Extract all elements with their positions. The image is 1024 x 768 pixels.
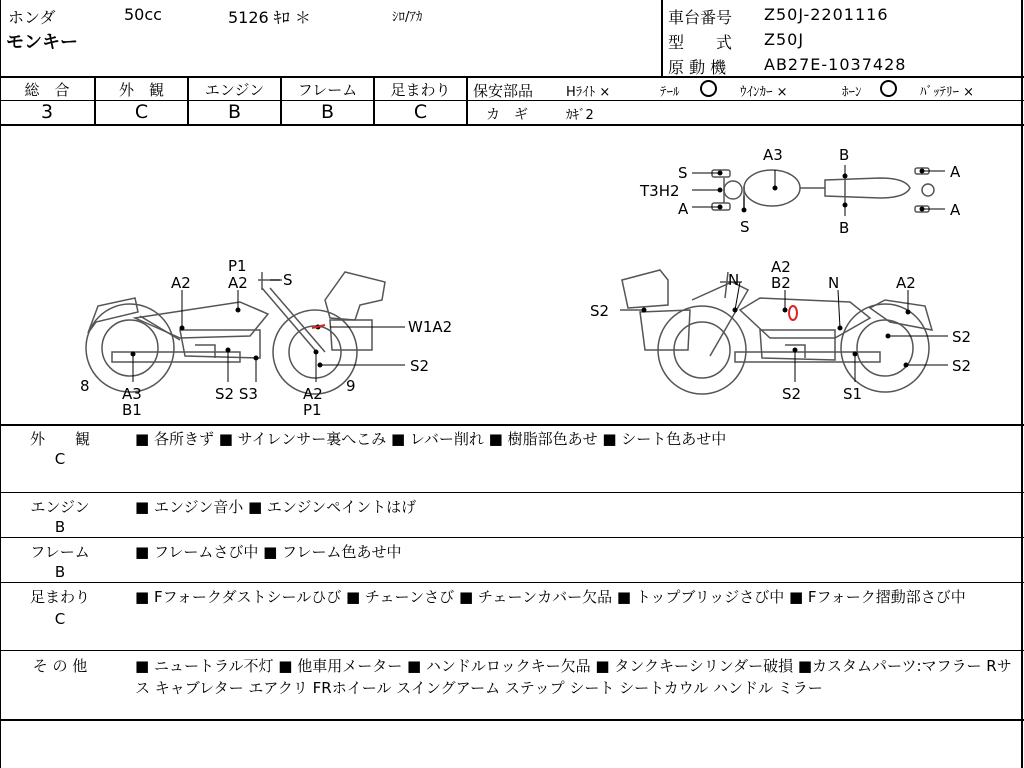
engine-label: エンジン: [204, 81, 265, 99]
diag-label: B2: [771, 274, 791, 292]
note-grade-frame: B: [54, 563, 66, 581]
divider: [661, 0, 663, 76]
diag-label: S2: [590, 302, 610, 320]
engine-no: AB27E-1037428: [764, 55, 907, 74]
note-label-engine: エンジン: [30, 498, 90, 516]
frame-label: フレーム: [297, 81, 358, 99]
diag-label: A2: [228, 274, 248, 292]
diag-label: A2: [171, 274, 191, 292]
diag-label: B: [839, 146, 850, 164]
winker-status: ｳｲﾝｶｰ ×: [740, 85, 788, 100]
diag-label: S2: [782, 385, 802, 403]
divider: [0, 582, 1024, 583]
diag-label: N: [828, 274, 840, 292]
diag-label: A2: [303, 385, 323, 403]
suspension-value: C: [413, 101, 428, 123]
divider: [0, 537, 1024, 538]
divider: [466, 76, 468, 124]
diag-label: A3: [763, 146, 783, 164]
note-text-exterior: ■ 各所きず ■ サイレンサー裏へこみ ■ レバー削れ ■ 樹脂部色あせ ■ シート色あせ中: [135, 430, 727, 448]
diag-label: S: [283, 271, 293, 289]
tail-status: ﾃｰﾙ: [660, 85, 680, 100]
top-view-outline: [712, 168, 934, 212]
divider: [0, 719, 1024, 721]
diag-label: B1: [122, 401, 142, 419]
overall-label: 総 合: [24, 81, 70, 99]
diag-label: A3: [122, 385, 142, 403]
model-name: モンキー: [6, 32, 78, 53]
color: ｼﾛ/ｱｶ: [392, 10, 423, 25]
battery-status: ﾊﾞｯﾃﾘｰ ×: [920, 85, 975, 100]
note-text-frame: ■ フレームさび中 ■ フレーム色あせ中: [135, 543, 402, 561]
diag-label: S: [740, 218, 750, 236]
headlight-status: Hﾗｲﾄ ×: [566, 85, 611, 100]
note-grade-suspension: C: [54, 610, 66, 628]
ok-circle-icon: [880, 80, 897, 97]
diag-label: 9: [346, 377, 356, 395]
diag-label: A: [950, 163, 961, 181]
type-label: 型 式: [668, 33, 733, 52]
note-grade-engine: B: [54, 518, 66, 536]
diag-label: S2: [952, 328, 972, 346]
diag-label: W1A2: [408, 318, 453, 336]
divider: [0, 492, 1024, 493]
exterior-value: C: [134, 101, 149, 123]
frame-value: B: [320, 101, 335, 123]
safety-label: 保安部品: [473, 82, 534, 100]
exterior-label: 外 観: [118, 81, 164, 99]
horn-status: ﾎｰﾝ: [842, 85, 862, 100]
divider: [0, 424, 1024, 426]
note-label-suspension: 足まわり: [29, 588, 90, 606]
suspension-label: 足まわり: [390, 81, 451, 99]
note-text-other: ■ ニュートラル不灯 ■ 他車用メーター ■ ハンドルロックキー欠品 ■ タンクキーシリンダー破損 ■カスタムパーツ:マフラー Rサス キャブレター エアクリ FRホイール スイングアーム ステップ シート シートカウル ハンドル ミラー: [135, 657, 1012, 697]
motorcycle-diagram: [0, 126, 1020, 423]
diag-label: A2: [896, 274, 916, 292]
key-label: カ ギ: [486, 107, 528, 123]
overall-value: 3: [40, 101, 54, 123]
damage-marker-icon: [789, 306, 797, 320]
frame-no: Z50J-2201116: [764, 5, 889, 24]
note-label-other: そ の 他: [32, 657, 88, 675]
key-value: ｶｷﾞ2: [566, 108, 594, 123]
diag-label: S: [678, 164, 688, 182]
ok-circle-icon: [700, 80, 717, 97]
diag-label: A: [678, 200, 689, 218]
mileage: 5126 ｷﾛ ＊: [228, 8, 311, 27]
type-value: Z50J: [764, 30, 805, 49]
note-grade-exterior: C: [54, 450, 66, 468]
diag-label: P1: [228, 257, 247, 275]
diag-label: S2: [410, 357, 430, 375]
displacement: 50cc: [124, 5, 162, 24]
diag-label: 8: [80, 377, 90, 395]
diag-label: P1: [303, 401, 322, 419]
maker: ホンダ: [8, 8, 56, 27]
note-text-suspension: ■ Fフォークダストシールひび ■ チェーンさび ■ チェーンカバー欠品 ■ トップブリッジさび中 ■ Fフォーク摺動部さび中: [135, 588, 966, 606]
diag-label: S1: [843, 385, 863, 403]
engine-no-label: 原 動 機: [668, 58, 727, 77]
divider: [0, 76, 1024, 78]
note-text-engine: ■ エンジン音小 ■ エンジンペイントはげ: [135, 498, 417, 516]
note-label-frame: フレーム: [30, 543, 90, 561]
engine-value: B: [227, 101, 242, 123]
note-label-exterior: 外 観: [29, 430, 90, 448]
diag-label: S2: [952, 357, 972, 375]
divider: [0, 650, 1024, 651]
diag-label: A: [950, 201, 961, 219]
frame-no-label: 車台番号: [668, 8, 733, 27]
divider: [1021, 0, 1023, 768]
diag-label: S2 S3: [215, 385, 258, 403]
diag-label: T3H2: [640, 182, 680, 200]
diag-label: A2: [771, 258, 791, 276]
diag-label: N: [728, 271, 740, 289]
diag-label: B: [839, 219, 850, 237]
